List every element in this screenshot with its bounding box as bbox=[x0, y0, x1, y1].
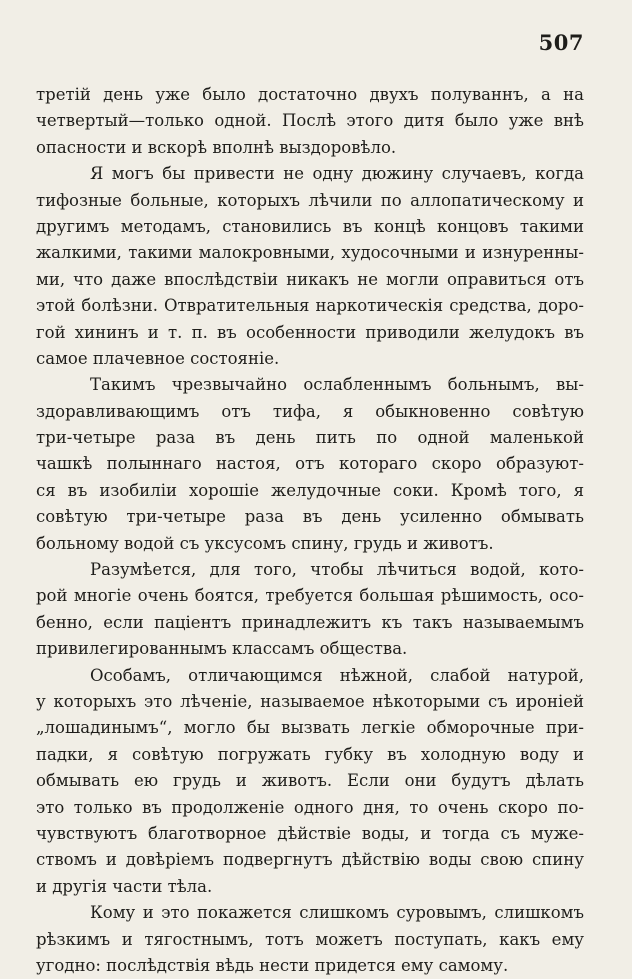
text-line: бенно, если паціентъ принадлежитъ къ такъ называемымъ bbox=[36, 612, 584, 632]
text-line: рой многіе очень боятся, требуется большая рѣшимость, осо- bbox=[36, 586, 584, 606]
text-line: четвертый—только одной. Послѣ этого дитя было уже внѣ bbox=[36, 111, 584, 131]
text-line: ствомъ и довѣріемъ подвергнутъ дѣйствію воды свою спину bbox=[36, 850, 584, 870]
text-line: другимъ методамъ, становились въ концѣ концовъ такими bbox=[36, 216, 584, 236]
text-line: гой хининъ и т. п. въ особенности приводили желудокъ въ bbox=[36, 322, 584, 342]
paragraph-first-line: Особамъ, отличающимся нѣжной, слабой натурой, bbox=[90, 665, 584, 685]
paragraph-first-line: Такимъ чрезвычайно ослабленнымъ больнымъ, вы- bbox=[90, 375, 584, 395]
text-line: обмывать ею грудь и животъ. Если они будутъ дѣлать bbox=[36, 771, 584, 791]
text-line: больному водой съ уксусомъ спину, грудь и животъ. bbox=[36, 533, 494, 553]
text-line: рѣзкимъ и тягостнымъ, тотъ можетъ поступать, какъ ему bbox=[36, 929, 584, 949]
text-line: здоравливающимъ отъ тифа, я обыкновенно совѣтую bbox=[36, 401, 584, 421]
text-line: чувствуютъ благотворное дѣйствіе воды, и тогда съ муже- bbox=[36, 823, 584, 843]
text-line: привилегированнымъ классамъ общества. bbox=[36, 639, 408, 659]
text-line: ми, что даже впослѣдствіи никакъ не могли оправиться отъ bbox=[36, 269, 584, 289]
paragraph-first-line: Разумѣется, для того, чтобы лѣчиться водой, кото- bbox=[90, 560, 584, 580]
text-line: ся въ изобиліи хорошіе желудочные соки. Кромѣ того, я bbox=[36, 480, 584, 500]
text-line: опасности и вскорѣ вполнѣ выздоровѣло. bbox=[36, 137, 397, 157]
text-line: угодно: послѣдствія вѣдь нести придется ему самому. bbox=[36, 955, 509, 975]
text-line: совѣтую три-четыре раза въ день усиленно обмывать bbox=[36, 507, 584, 527]
text-line: три-четыре раза въ день пить по одной маленькой bbox=[36, 428, 584, 448]
text-line: чашкѣ полыннаго настоя, отъ котораго скоро образуют- bbox=[36, 454, 584, 474]
text-line: у которыхъ это лѣченіе, называемое нѣкоторыми съ ироніей bbox=[36, 691, 584, 711]
page-number: 507 bbox=[538, 30, 584, 55]
text-line: третій день уже было достаточно двухъ полуваннъ, а на bbox=[36, 85, 584, 104]
text-line: и другія части тѣла. bbox=[36, 876, 213, 896]
text-line: это только въ продолженіе одного дня, то очень скоро по- bbox=[36, 797, 584, 817]
body-text bbox=[36, 82, 584, 979]
text-line: падки, я совѣтую погружать губку въ холодную воду и bbox=[36, 744, 584, 764]
text-line: тифозные больные, которыхъ лѣчили по аллопатическому и bbox=[36, 190, 584, 210]
text-line: „лошадинымъ“, могло бы вызвать легкіе обморочные при- bbox=[36, 718, 584, 738]
paragraph-first-line: Я могъ бы привести не одну дюжину случаевъ, когда bbox=[90, 164, 584, 184]
text-line: жалкими, такими малокровными, худосочными и изнуренны- bbox=[36, 243, 584, 263]
text-line: этой болѣзни. Отвратительныя наркотическія средства, доро- bbox=[36, 296, 584, 316]
paragraph-first-line: Кому и это покажется слишкомъ суровымъ, слишкомъ bbox=[90, 903, 584, 923]
text-line: самое плачевное состояніе. bbox=[36, 348, 280, 368]
